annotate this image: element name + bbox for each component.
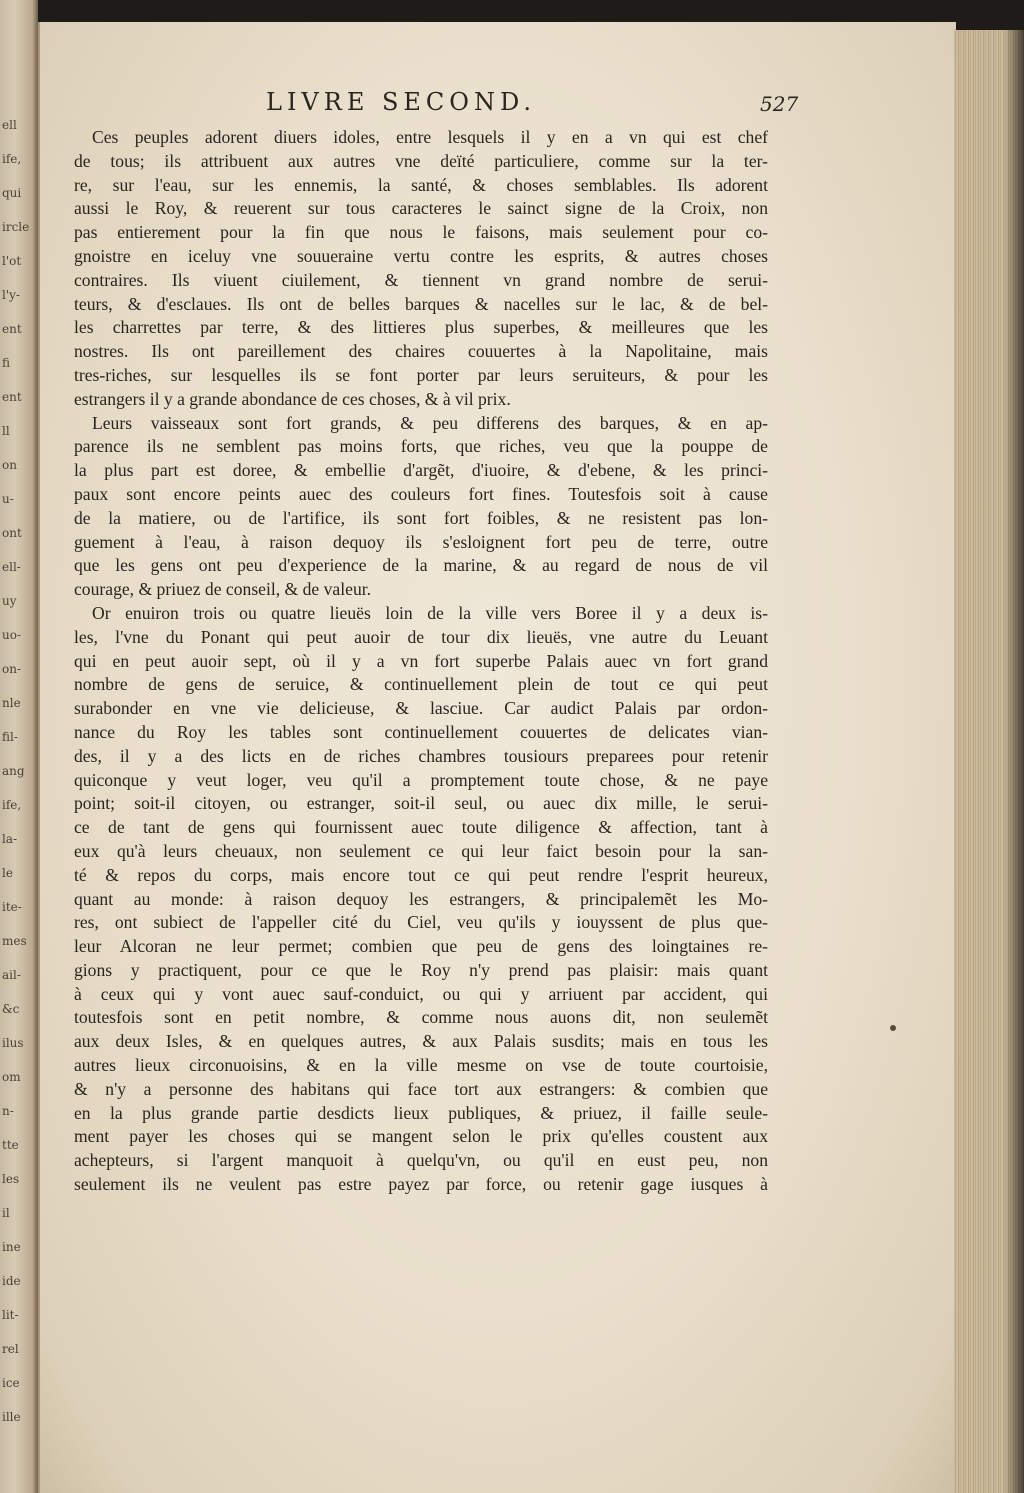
- text-line: té & repos du corps, mais encore tout ce qui peut rendre l'esprit heureux,: [74, 864, 768, 885]
- margin-fragment: nle: [2, 696, 21, 710]
- margin-fragment: fi: [2, 356, 11, 370]
- margin-fragment: ine: [2, 1240, 21, 1254]
- margin-fragment: l'y-: [2, 288, 20, 302]
- page-number: 527: [760, 92, 799, 116]
- text-line: quiconque y veut loger, veu qu'il a promptement toute chose, & ne paye: [74, 769, 768, 790]
- text-line: parence ils ne semblent pas moins forts, que riches, veu que la pouppe de: [74, 436, 768, 457]
- margin-fragment: les: [2, 1172, 20, 1186]
- text-line: nombre de gens de seruice, & continuellement plein de tout ce qui peut: [74, 674, 768, 695]
- margin-fragment: ell: [2, 118, 17, 132]
- margin-fragment: fil-: [2, 730, 18, 744]
- text-line: aux deux Isles, & en quelques autres, & aux Palais susdits; mais en tous les: [74, 1031, 768, 1052]
- margin-fragment: n-: [2, 1104, 14, 1118]
- margin-fragment: ite-: [2, 900, 22, 914]
- text-line: pas entierement pour la fin que nous le faisons, mais seulement pour co-: [74, 222, 768, 243]
- book-page: [38, 22, 956, 1493]
- text-line: de la matiere, ou de l'artifice, ils sont fort foibles, & ne resistent pas lon-: [74, 507, 768, 528]
- text-line: nance du Roy les tables sont continuellement couuertes de delicates vian-: [74, 721, 768, 742]
- text-line: Ces peuples adorent diuers idoles, entre lesquels il y en a vn qui est chef: [92, 127, 768, 147]
- margin-fragment: ont: [2, 526, 22, 540]
- text-line: la plus part est doree, & embellie d'argẽt, d'iuoire, & d'ebene, & les princi-: [74, 460, 768, 481]
- text-line: tres-riches, sur lesquelles ils se font porter par leurs seruiteurs, & pour les: [74, 364, 768, 385]
- margin-fragment: ell-: [2, 560, 21, 574]
- margin-fragment: ilus: [2, 1036, 24, 1050]
- text-line: point; soit-il citoyen, ou estranger, soit-il seul, ou auec dix mille, le serui-: [74, 793, 768, 814]
- text-line: Leurs vaisseaux sont fort grands, & peu differens des barques, & en ap-: [92, 412, 768, 433]
- text-line: estrangers il y a grande abondance de ces choses, & à vil prix.: [74, 388, 511, 409]
- text-line: gions y practiquent, pour ce que le Roy n'y prend pas plaisir: mais quant: [74, 959, 768, 980]
- text-line: ce de tant de gens qui fournissent auec toute diligence & affection, tant à: [74, 817, 768, 838]
- margin-fragment: om: [2, 1070, 21, 1084]
- text-line: les, l'vne du Ponant qui peut auoir de tour dix lieuës, vne autre du Leuant: [74, 626, 768, 647]
- text-line: surabonder en vne vie delicieuse, & lasciue. Car audict Palais par ordon-: [74, 698, 768, 719]
- text-line: que les gens ont peu d'experience de la marine, & au regard de nous de vil: [74, 555, 768, 576]
- text-line: paux sont encore peints auec des couleurs fort fines. Toutesfois soit à cause: [74, 483, 768, 504]
- margin-fragment: &c: [2, 1002, 20, 1016]
- margin-fragment: ircle: [2, 220, 30, 234]
- margin-fragment: ife,: [2, 798, 22, 812]
- text-line: toutesfois sont en petit nombre, & comme nous auons dit, non seulemẽt: [74, 1007, 768, 1028]
- margin-fragment: ang: [2, 764, 25, 778]
- text-line: autres lieux circonuoisins, & en la ville mesme on vse de toute courtoisie,: [74, 1055, 768, 1076]
- margin-fragment: mes: [2, 934, 27, 948]
- text-line: en la plus grande partie desdicts lieux publiques, & priuez, il faille seule-: [74, 1102, 768, 1123]
- text-line: quant au monde: à raison dequoy les estrangers, & principalemẽt les Mo-: [74, 888, 768, 909]
- text-line: eux qu'à leurs cheuaux, non seulement ce qui leur faict besoin pour la san-: [74, 840, 768, 861]
- running-title: LIVRE SECOND.: [266, 88, 536, 116]
- body-text: [74, 126, 768, 1197]
- text-line: des, il y a des licts en de riches chambres tousiours preparees pour retenir: [74, 745, 768, 766]
- margin-fragment: uo-: [2, 628, 22, 642]
- text-line: courage, & priuez de conseil, & de valeur.: [74, 579, 372, 600]
- text-line: achepteurs, si l'argent manquoit à quelqu'vn, ou qu'il en eust peu, non: [74, 1150, 768, 1171]
- page-edges: [954, 30, 1024, 1493]
- text-line: les charrettes par terre, & des littieres plus superbes, & meilleures que les: [74, 317, 768, 338]
- text-line: leur Alcoran ne leur permet; combien que peu de gens des loingtaines re-: [74, 936, 768, 957]
- margin-fragment: ide: [2, 1274, 21, 1288]
- text-line: gnoistre en iceluy vne souueraine vertu contre les esprits, & autres choses: [74, 245, 768, 266]
- margin-fragment: ail-: [2, 968, 21, 982]
- left-page-gutter: [0, 0, 38, 1493]
- text-line: teurs, & d'esclaues. Ils ont de belles barques & nacelles sur le lac, & de bel-: [74, 293, 768, 314]
- text-line: guement à l'eau, à raison dequoy ils s'esloignent fort peu de terre, outre: [74, 531, 768, 552]
- margin-fragment: tte: [2, 1138, 19, 1152]
- text-line: à ceux qui y vont auec sauf-conduict, ou qui y arriuent par accident, qui: [74, 983, 768, 1004]
- margin-fragment: ife,: [2, 152, 22, 166]
- text-line: Or enuiron trois ou quatre lieuës loin de la ville vers Boree il y a deux is-: [92, 602, 768, 623]
- margin-fragment: rel: [2, 1342, 19, 1356]
- text-line: ment payer les choses qui se mangent selon le prix qu'elles coustent aux: [74, 1126, 768, 1147]
- margin-fragment: l'ot: [2, 254, 22, 268]
- margin-fragment: la-: [2, 832, 18, 846]
- margin-fragment: il: [2, 1206, 10, 1220]
- text-line: re, sur l'eau, sur les ennemis, la santé, & choses semblables. Ils adorent: [74, 174, 768, 195]
- margin-fragment: ll: [2, 424, 10, 438]
- text-line: de tous; ils attribuent aux autres vne deïté particuliere, comme sur la ter-: [74, 150, 768, 171]
- text-line: contraires. Ils viuent ciuilement, & tiennent vn grand nombre de serui-: [74, 269, 768, 290]
- text-line: aussi le Roy, & reuerent sur tous caracteres le sainct signe de la Croix, non: [74, 198, 768, 219]
- margin-fragment: ent: [2, 390, 22, 404]
- margin-fragment: on: [2, 458, 17, 472]
- text-line: & n'y a personne des habitans qui face tort aux estrangers: & combien que: [74, 1078, 768, 1099]
- margin-fragment: ent: [2, 322, 22, 336]
- text-line: nostres. Ils ont pareillement des chaires couuertes à la Napolitaine, mais: [74, 341, 768, 362]
- margin-fragment: le: [2, 866, 13, 880]
- margin-fragment: lit-: [2, 1308, 19, 1322]
- text-line: res, ont subiect de l'appeller cité du Ciel, veu qu'ils y iouyssent de plus que-: [74, 912, 768, 933]
- margin-fragment: uy: [2, 594, 17, 608]
- text-line: seulement ils ne veulent pas estre payez par force, ou retenir gage iusques à: [74, 1174, 768, 1195]
- text-line: qui en peut auoir sept, où il y a vn fort superbe Palais auec vn fort grand: [74, 650, 768, 671]
- margin-fragment: qui: [2, 186, 22, 200]
- ink-spot: [890, 1025, 896, 1031]
- margin-fragment: u-: [2, 492, 14, 506]
- margin-fragment: ice: [2, 1376, 20, 1390]
- margin-fragment: ille: [2, 1410, 21, 1424]
- margin-fragment: on-: [2, 662, 22, 676]
